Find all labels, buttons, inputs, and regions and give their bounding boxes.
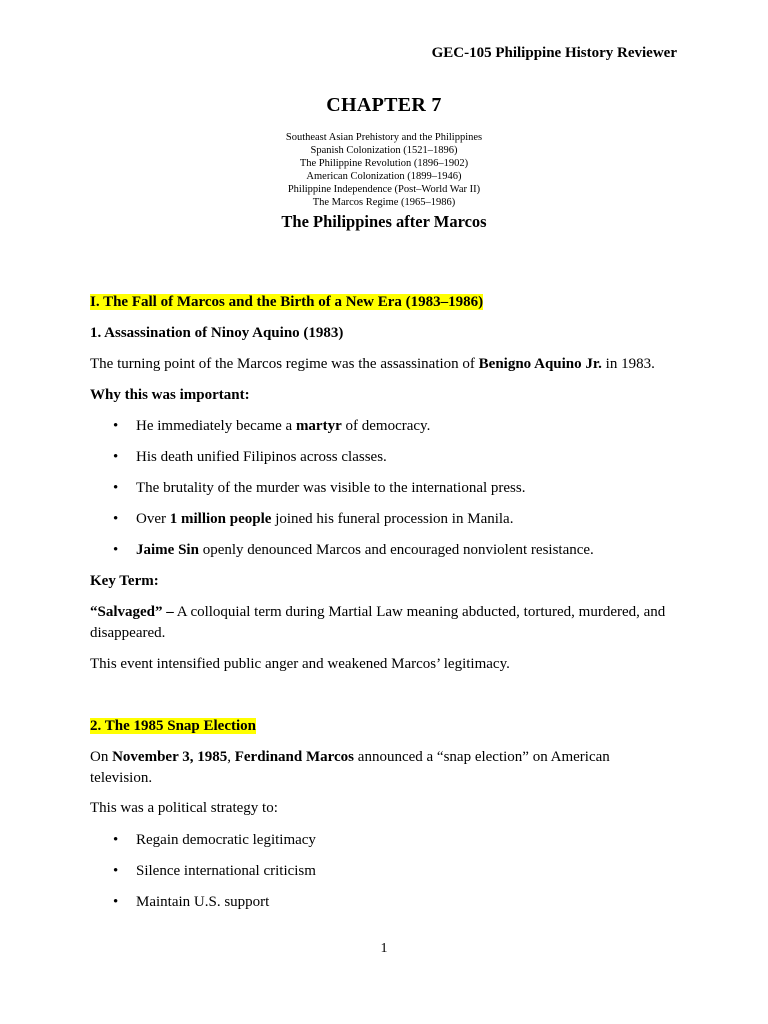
bullet-icon: •	[113, 418, 119, 434]
list-item: • Silence international criticism	[113, 863, 316, 879]
chapter-subtitle: The Philippines after Marcos	[281, 212, 487, 231]
topic-line: The Philippine Revolution (1896–1902)	[299, 158, 469, 169]
chapter-topic-list	[0, 131, 768, 209]
bullet-icon: •	[113, 832, 119, 848]
bullet-icon: •	[113, 511, 119, 527]
bullet-icon: •	[113, 449, 119, 465]
key-term-definition: “Salvaged” – A colloquial term during Martial Law meaning abducted, tortured, murdered, and disappeared.	[90, 604, 666, 641]
list-item: • Jaime Sin openly denounced Marcos and encouraged nonviolent resistance.	[113, 542, 594, 558]
subsection-heading: 1. Assassination of Ninoy Aquino (1983)	[90, 325, 344, 341]
topic-line: American Colonization (1899–1946)	[306, 171, 462, 182]
list-item: • Maintain U.S. support	[113, 894, 270, 910]
highlighted-section-title: I. The Fall of Marcos and the Birth of a New Era (1983–1986)	[90, 294, 484, 310]
list-item: • His death unified Filipinos across classes.	[113, 449, 387, 465]
document-header-title: GEC-105 Philippine History Reviewer	[431, 45, 677, 61]
bullet-icon: •	[113, 542, 119, 558]
page-number: 1	[380, 941, 388, 956]
list-item: • He immediately became a martyr of democracy.	[113, 418, 431, 434]
closing-paragraph: This event intensified public anger and weakened Marcos’ legitimacy.	[90, 656, 510, 672]
topic-line: Spanish Colonization (1521–1896)	[310, 145, 458, 156]
key-term-label: Key Term:	[90, 573, 159, 589]
snap-election-intro: On November 3, 1985, Ferdinand Marcos announced a “snap election” on American television.	[90, 749, 610, 786]
strategy-paragraph: This was a political strategy to:	[90, 800, 278, 816]
subsection-heading	[90, 718, 256, 735]
bullet-icon: •	[113, 894, 119, 910]
section-heading	[90, 294, 483, 311]
list-item: • The brutality of the murder was visible to the international press.	[113, 480, 526, 496]
bullet-icon: •	[113, 863, 119, 879]
list-item: • Over 1 million people joined his funeral procession in Manila.	[113, 511, 514, 527]
topic-line: Southeast Asian Prehistory and the Philippines	[285, 132, 483, 143]
chapter-heading: CHAPTER 7	[326, 94, 442, 116]
why-important-label: Why this was important:	[90, 387, 250, 403]
topic-line: The Marcos Regime (1965–1986)	[312, 197, 456, 208]
paragraph-intro: The turning point of the Marcos regime was the assassination of Benigno Aquino Jr. in 1983.	[90, 356, 655, 372]
list-item: • Regain democratic legitimacy	[113, 832, 316, 848]
bullet-icon: •	[113, 480, 119, 496]
highlighted-subsection-title: 2. The 1985 Snap Election	[90, 718, 257, 734]
topic-line: Philippine Independence (Post–World War II)	[287, 184, 481, 195]
